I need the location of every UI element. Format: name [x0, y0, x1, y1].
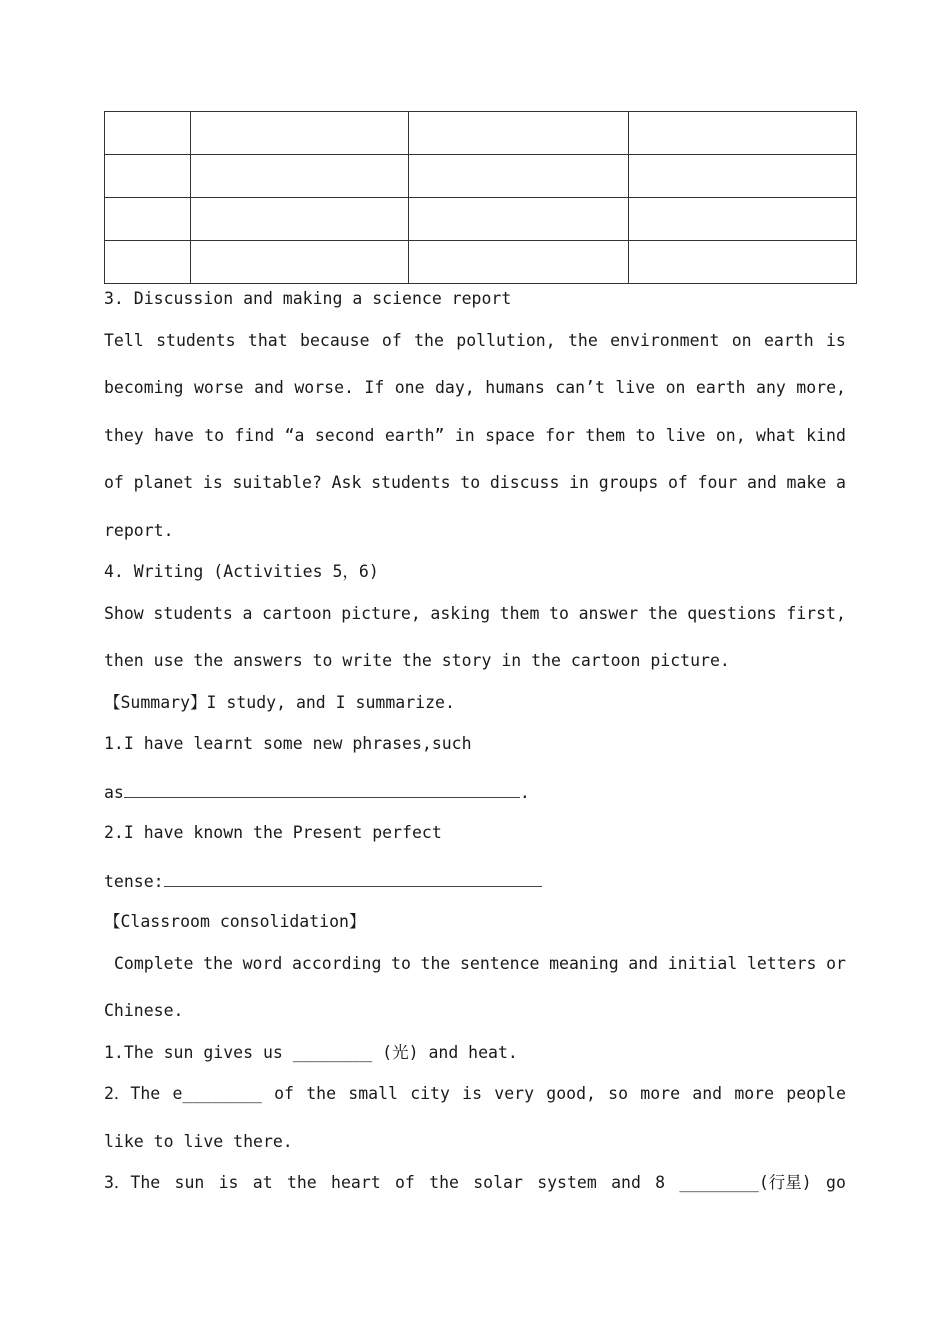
table-cell — [191, 155, 409, 198]
table-row — [105, 241, 857, 284]
summary-item-1-blank-line — [104, 781, 846, 804]
table-cell — [629, 198, 857, 241]
summary-item-2-blank-line — [104, 870, 846, 893]
table-cell — [409, 198, 629, 241]
section-4-heading: 4. Writing (Activities 5，6) — [104, 562, 379, 581]
section-3-heading: 3. Discussion and making a science report — [104, 289, 512, 308]
table-row — [105, 112, 857, 155]
question-2-line-2: like to live there. — [104, 1132, 293, 1151]
blank-table — [104, 111, 857, 284]
paragraph-line: report. — [104, 521, 174, 540]
table-cell — [629, 155, 857, 198]
table-cell — [105, 155, 191, 198]
answer-blank[interactable] — [164, 870, 542, 887]
paragraph-line: then use the answers to write the story in the cartoon picture. — [104, 651, 730, 670]
paragraph-line: Show students a cartoon picture, asking them to answer the questions first, — [104, 604, 846, 623]
tense-label: tense: — [104, 872, 164, 891]
period: . — [519, 783, 530, 802]
table-cell — [191, 112, 409, 155]
question-1: 1.The sun gives us ________ (光) and heat. — [104, 1043, 518, 1062]
table-cell — [191, 241, 409, 284]
paragraph-line: of planet is suitable? Ask students to discuss in groups of four and make a — [104, 473, 846, 492]
question-3: 3．The sun is at the heart of the solar system and 8 ________(行星) go — [104, 1173, 846, 1192]
paragraph-line: becoming worse and worse. If one day, humans can’t live on earth any more, — [104, 378, 846, 397]
consolidation-heading: 【Classroom consolidation】 — [104, 912, 366, 931]
table-cell — [105, 241, 191, 284]
question-2-line-1: 2．The e________ of the small city is very good, so more and more people — [104, 1084, 846, 1103]
table-row — [105, 155, 857, 198]
table-cell — [409, 112, 629, 155]
paragraph-line: Tell students that because of the pollution, the environment on earth is — [104, 331, 846, 350]
answer-blank[interactable] — [124, 781, 520, 798]
as-label: as — [104, 783, 124, 802]
summary-heading: 【Summary】I study, and I summarize. — [104, 693, 455, 712]
table-cell — [629, 112, 857, 155]
summary-item-1: 1.I have learnt some new phrases,such — [104, 734, 472, 753]
paragraph-line: Complete the word according to the sentence meaning and initial letters or — [114, 954, 846, 973]
table-cell — [409, 241, 629, 284]
table-cell — [409, 155, 629, 198]
paragraph-line: Chinese. — [104, 1001, 184, 1020]
paragraph-line: they have to find “a second earth” in space for them to live on, what kind — [104, 426, 846, 445]
table-row — [105, 198, 857, 241]
table-cell — [191, 198, 409, 241]
table-cell — [629, 241, 857, 284]
summary-item-2: 2.I have known the Present perfect — [104, 823, 442, 842]
table-cell — [105, 198, 191, 241]
table-cell — [105, 112, 191, 155]
